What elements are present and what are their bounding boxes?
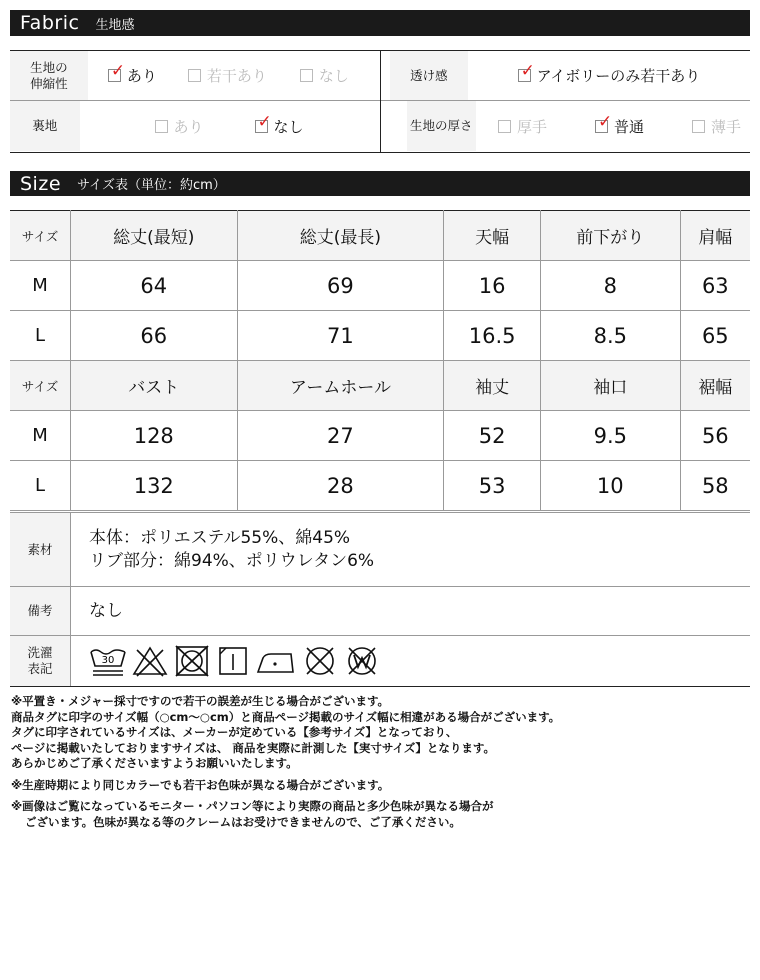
size-header-row [10, 361, 750, 411]
note-line: ページに掲載いたしておりますサイズは、 商品を実際に計測した【実寸サイズ】となります。 [11, 740, 496, 755]
column-header: 肩幅 [680, 211, 750, 261]
thickness-options [476, 101, 750, 151]
size-row-header: サイズ [10, 361, 71, 411]
lining-option-no[interactable]: ✓ なし [255, 116, 304, 137]
table-cell: 56 [680, 411, 750, 461]
column-header: 総丈(最長) [237, 211, 444, 261]
table-row [10, 311, 750, 361]
note-line: ございます。色味が異なる等のクレームはお受けできませんので、ご了承ください。 [25, 814, 461, 829]
checkbox-icon: ✓ [595, 120, 608, 133]
material-line: リブ部分：綿94%、ポリウレタン6% [89, 550, 375, 571]
table-cell: 28 [237, 461, 444, 511]
size-section-header [10, 171, 750, 196]
size-header-row [10, 211, 750, 261]
remarks-row [10, 587, 750, 636]
note-line: ※画像はご覧になっているモニター・パソコン等により実際の商品と多少色味が異なる場合が [11, 799, 494, 813]
table-cell: 132 [71, 461, 238, 511]
size-title-jp: サイズ表（単位：約cm） [77, 178, 226, 193]
table-cell: 71 [237, 311, 444, 361]
care-icons [71, 636, 750, 686]
table-cell: 16.5 [444, 311, 541, 361]
remarks-label: 備考 [10, 587, 71, 635]
checkbox-icon [188, 69, 201, 82]
stretch-option-no[interactable]: なし [300, 65, 349, 86]
size-table [10, 210, 750, 511]
no-dry-clean-icon [301, 642, 339, 680]
column-header: 裾幅 [680, 361, 750, 411]
sheer-label: 透け感 [390, 51, 468, 100]
size-label: L [10, 461, 71, 511]
column-header: 前下がり [540, 211, 680, 261]
material-value [71, 513, 750, 586]
table-cell: 16 [444, 261, 541, 311]
note-line: 商品タグに印字のサイズ幅（○cm〜○cm）と商品ページ掲載のサイズ幅に相違がある場合がございます。 [11, 709, 561, 724]
table-cell: 8 [540, 261, 680, 311]
lining-option-yes[interactable]: あり [155, 116, 255, 137]
checkbox-icon [498, 120, 511, 133]
note-line: タグに印字されているサイズは、メーカーが定めている【参考サイズ】となっており、 [11, 725, 458, 739]
remarks-value: なし [89, 600, 123, 621]
material-line: 本体：ポリエステル55%、綿45% [89, 528, 351, 549]
table-cell: 69 [237, 261, 444, 311]
table-row [10, 461, 750, 511]
table-cell: 63 [680, 261, 750, 311]
checkbox-icon [692, 120, 705, 133]
fabric-section-header [10, 10, 750, 36]
checkbox-icon: ✓ [518, 69, 531, 82]
checkbox-icon: ✓ [108, 69, 121, 82]
lining-label: 裏地 [10, 101, 80, 151]
table-cell: 65 [680, 311, 750, 361]
fabric-title-jp: 生地感 [95, 17, 135, 33]
thickness-option-thin[interactable]: 薄手 [692, 116, 741, 137]
checkbox-icon [155, 120, 168, 133]
column-header: 袖口 [540, 361, 680, 411]
table-cell: 10 [540, 461, 680, 511]
thickness-option-thick[interactable]: 厚手 [498, 116, 595, 137]
table-cell: 8.5 [540, 311, 680, 361]
note-line: ※平置き・メジャー採寸ですので若干の誤差が生じる場合がございます。 [11, 694, 390, 708]
table-cell: 27 [237, 411, 444, 461]
table-cell: 9.5 [540, 411, 680, 461]
table-cell: 53 [444, 461, 541, 511]
table-cell: 52 [444, 411, 541, 461]
size-row-header: サイズ [10, 211, 71, 261]
column-header: 総丈(最短) [71, 211, 238, 261]
table-row [10, 261, 750, 311]
material-row [10, 513, 750, 587]
size-title-en: Size [20, 172, 62, 195]
fabric-table [10, 50, 750, 153]
table-cell: 66 [71, 311, 238, 361]
table-cell: 58 [680, 461, 750, 511]
checkbox-icon: ✓ [255, 120, 268, 133]
stretch-label: 生地の伸縮性 [10, 51, 88, 100]
fabric-title-en: Fabric [20, 12, 80, 34]
line-dry-shade-icon [215, 642, 251, 680]
column-header: 天幅 [444, 211, 541, 261]
fabric-divider [380, 51, 381, 152]
material-label: 素材 [10, 513, 71, 586]
no-bleach-icon [131, 642, 169, 680]
size-label: M [10, 411, 71, 461]
column-header: バスト [71, 361, 238, 411]
sheer-option-ivory[interactable]: ✓ アイボリーのみ若干あり [518, 65, 701, 86]
stretch-options [88, 51, 390, 100]
low-iron-icon [255, 642, 297, 680]
checkbox-icon [300, 69, 313, 82]
svg-text:30: 30 [101, 655, 115, 666]
care-label: 洗濯表記 [10, 636, 71, 686]
thickness-label: 生地の厚さ [407, 101, 477, 151]
care-row [10, 636, 750, 686]
thickness-option-normal[interactable]: ✓ 普通 [595, 116, 692, 137]
table-cell: 64 [71, 261, 238, 311]
table-row [10, 411, 750, 461]
size-label: L [10, 311, 71, 361]
info-table [10, 510, 750, 687]
lining-options [80, 101, 407, 151]
size-label: M [10, 261, 71, 311]
note-line: ※生産時期により同じカラーでも若干お色味が異なる場合がございます。 [11, 777, 390, 792]
stretch-option-slight[interactable]: 若干あり [188, 65, 300, 86]
no-tumble-dry-icon [173, 642, 211, 680]
table-cell: 128 [71, 411, 238, 461]
wash-30-gentle-icon [89, 642, 127, 680]
sheer-options [468, 51, 750, 100]
no-wet-clean-icon [343, 642, 381, 680]
column-header: 袖丈 [444, 361, 541, 411]
notes [11, 694, 751, 830]
stretch-option-yes[interactable]: ✓ あり [108, 65, 188, 86]
note-line: あらかじめご了承くださいますようお願いいたします。 [11, 756, 298, 770]
column-header: アームホール [237, 361, 444, 411]
